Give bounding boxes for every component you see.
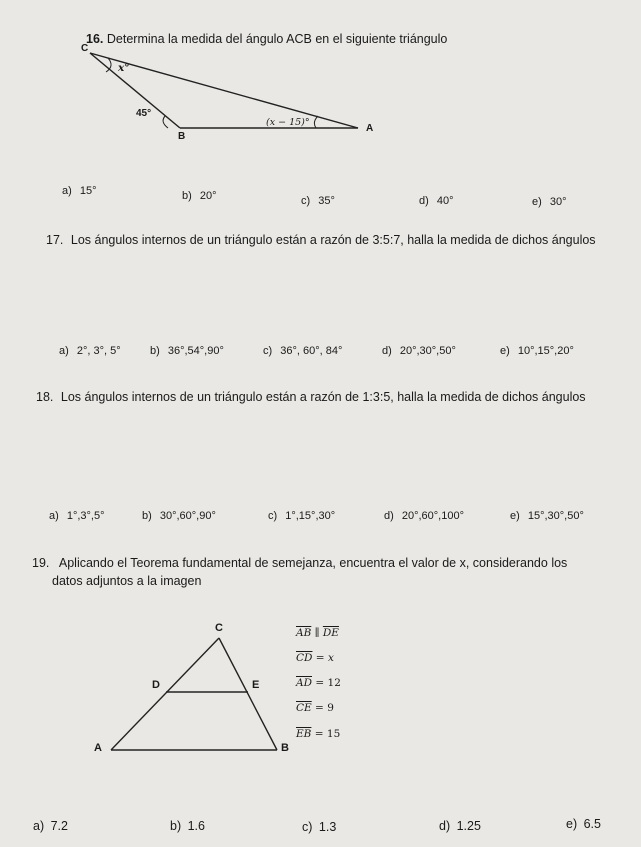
option-letter: d) — [419, 195, 429, 207]
relation: ∥ — [314, 627, 320, 639]
q19-condition-parallel — [296, 627, 339, 639]
option-letter: e) — [500, 345, 510, 357]
q19-vertex-b: B — [281, 742, 289, 754]
option-value: 20°,30°,50° — [399, 345, 456, 357]
q16-text: Determina la medida del ángulo ACB en el siguiente triángulo — [106, 32, 448, 46]
option-value: 7.2 — [50, 819, 68, 833]
option-value: 20°,60°,100° — [401, 510, 464, 522]
q19-side-ca — [111, 638, 219, 750]
option-letter: a) — [33, 819, 45, 833]
q16-vertex-a: A — [366, 123, 374, 134]
condition-value: x — [327, 652, 334, 664]
option-letter: c) — [263, 345, 273, 357]
segment-name: $\overline{CD}$ — [296, 652, 313, 664]
option-letter: e) — [532, 196, 542, 208]
option-value: 1°,3°,5° — [66, 510, 105, 522]
q18-text: Los ángulos internos de un triángulo están a razón de 1:3:5, halla la medida de dichos ángulos — [60, 390, 586, 404]
option-value: 1.6 — [187, 819, 205, 833]
q16-angle-a-label: (x − 15)° — [266, 117, 310, 128]
q17-text: Los ángulos internos de un triángulo están a razón de 3:5:7, halla la medida de dichos ángulos — [70, 233, 596, 247]
option-value: 6.5 — [583, 817, 601, 831]
relation: = — [315, 677, 325, 689]
q19-option-a[interactable] — [33, 819, 68, 833]
option-value: 15° — [79, 185, 97, 197]
option-value: 35° — [318, 195, 335, 207]
q19-condition-eb — [296, 728, 340, 740]
option-letter: e) — [510, 510, 520, 522]
segment-name: $\overline{CE}$ — [296, 702, 312, 714]
q19-condition-cd — [296, 652, 334, 664]
q17-number: 17. — [46, 233, 64, 247]
option-letter: d) — [384, 510, 394, 522]
option-value: 30°,60°,90° — [159, 510, 216, 522]
q16-vertex-b: B — [178, 131, 186, 142]
segment-name-2: $\overline{DE}$ — [322, 627, 339, 639]
option-value: 2°, 3°, 5° — [76, 345, 121, 357]
option-letter: a) — [59, 345, 69, 357]
q19-vertex-e: E — [252, 679, 260, 691]
option-letter: c) — [302, 820, 313, 834]
q16-angle-b-label: 45° — [136, 108, 152, 119]
condition-value: 9 — [327, 702, 334, 714]
q19-number: 19. — [32, 556, 50, 570]
option-letter: a) — [49, 510, 59, 522]
segment-name: $\overline{AD}$ — [296, 677, 313, 689]
relation: = — [315, 652, 325, 664]
q18-number: 18. — [36, 390, 54, 404]
option-value: 10°,15°,20° — [517, 345, 574, 357]
option-letter: c) — [301, 195, 311, 207]
option-value: 1°,15°,30° — [285, 510, 336, 522]
option-letter: d) — [382, 345, 392, 357]
q19-option-b[interactable] — [170, 819, 205, 833]
option-letter: b) — [150, 345, 160, 357]
q16-number: 16. — [86, 32, 104, 46]
q16-angle-c-label: x° — [118, 62, 130, 74]
q19-condition-ad — [296, 677, 341, 689]
q19-condition-ce — [296, 702, 334, 714]
condition-value: 12 — [327, 677, 341, 689]
q19-option-d[interactable] — [439, 819, 481, 833]
option-value: 36°,54°,90° — [167, 345, 224, 357]
option-value: 15°,30°,50° — [527, 510, 584, 522]
condition-value: 15 — [326, 728, 341, 740]
q19-side-cb — [219, 638, 277, 750]
option-letter: e) — [566, 817, 578, 831]
option-letter: b) — [142, 510, 152, 522]
q19-option-e[interactable] — [566, 817, 601, 831]
q19-text-line2: datos adjuntos a la imagen — [52, 574, 202, 588]
q19-option-c[interactable] — [302, 820, 336, 834]
q16-vertex-c: C — [81, 43, 89, 54]
option-value: 20° — [199, 190, 217, 202]
option-letter: d) — [439, 819, 451, 833]
option-letter: a) — [62, 185, 72, 197]
option-value: 36°, 60°, 84° — [280, 345, 343, 357]
option-value: 40° — [436, 195, 454, 207]
option-value: 30° — [549, 196, 567, 208]
segment-name: $\overline{AB}$ — [296, 627, 312, 639]
option-value: 1.3 — [318, 820, 337, 834]
option-letter: c) — [268, 510, 278, 522]
segment-name: $\overline{EB}$ — [296, 728, 312, 740]
option-letter: b) — [182, 190, 192, 202]
q19-vertex-a: A — [94, 742, 102, 754]
q19-vertex-d: D — [152, 679, 160, 691]
option-letter: b) — [170, 819, 182, 833]
relation: = — [315, 702, 324, 714]
q19-vertex-c: C — [215, 622, 223, 634]
option-value: 1.25 — [456, 819, 481, 833]
q19-text-line1: Aplicando el Teorema fundamental de semejanza, encuentra el valor de x, considerando los — [58, 556, 568, 570]
relation: = — [314, 728, 324, 740]
